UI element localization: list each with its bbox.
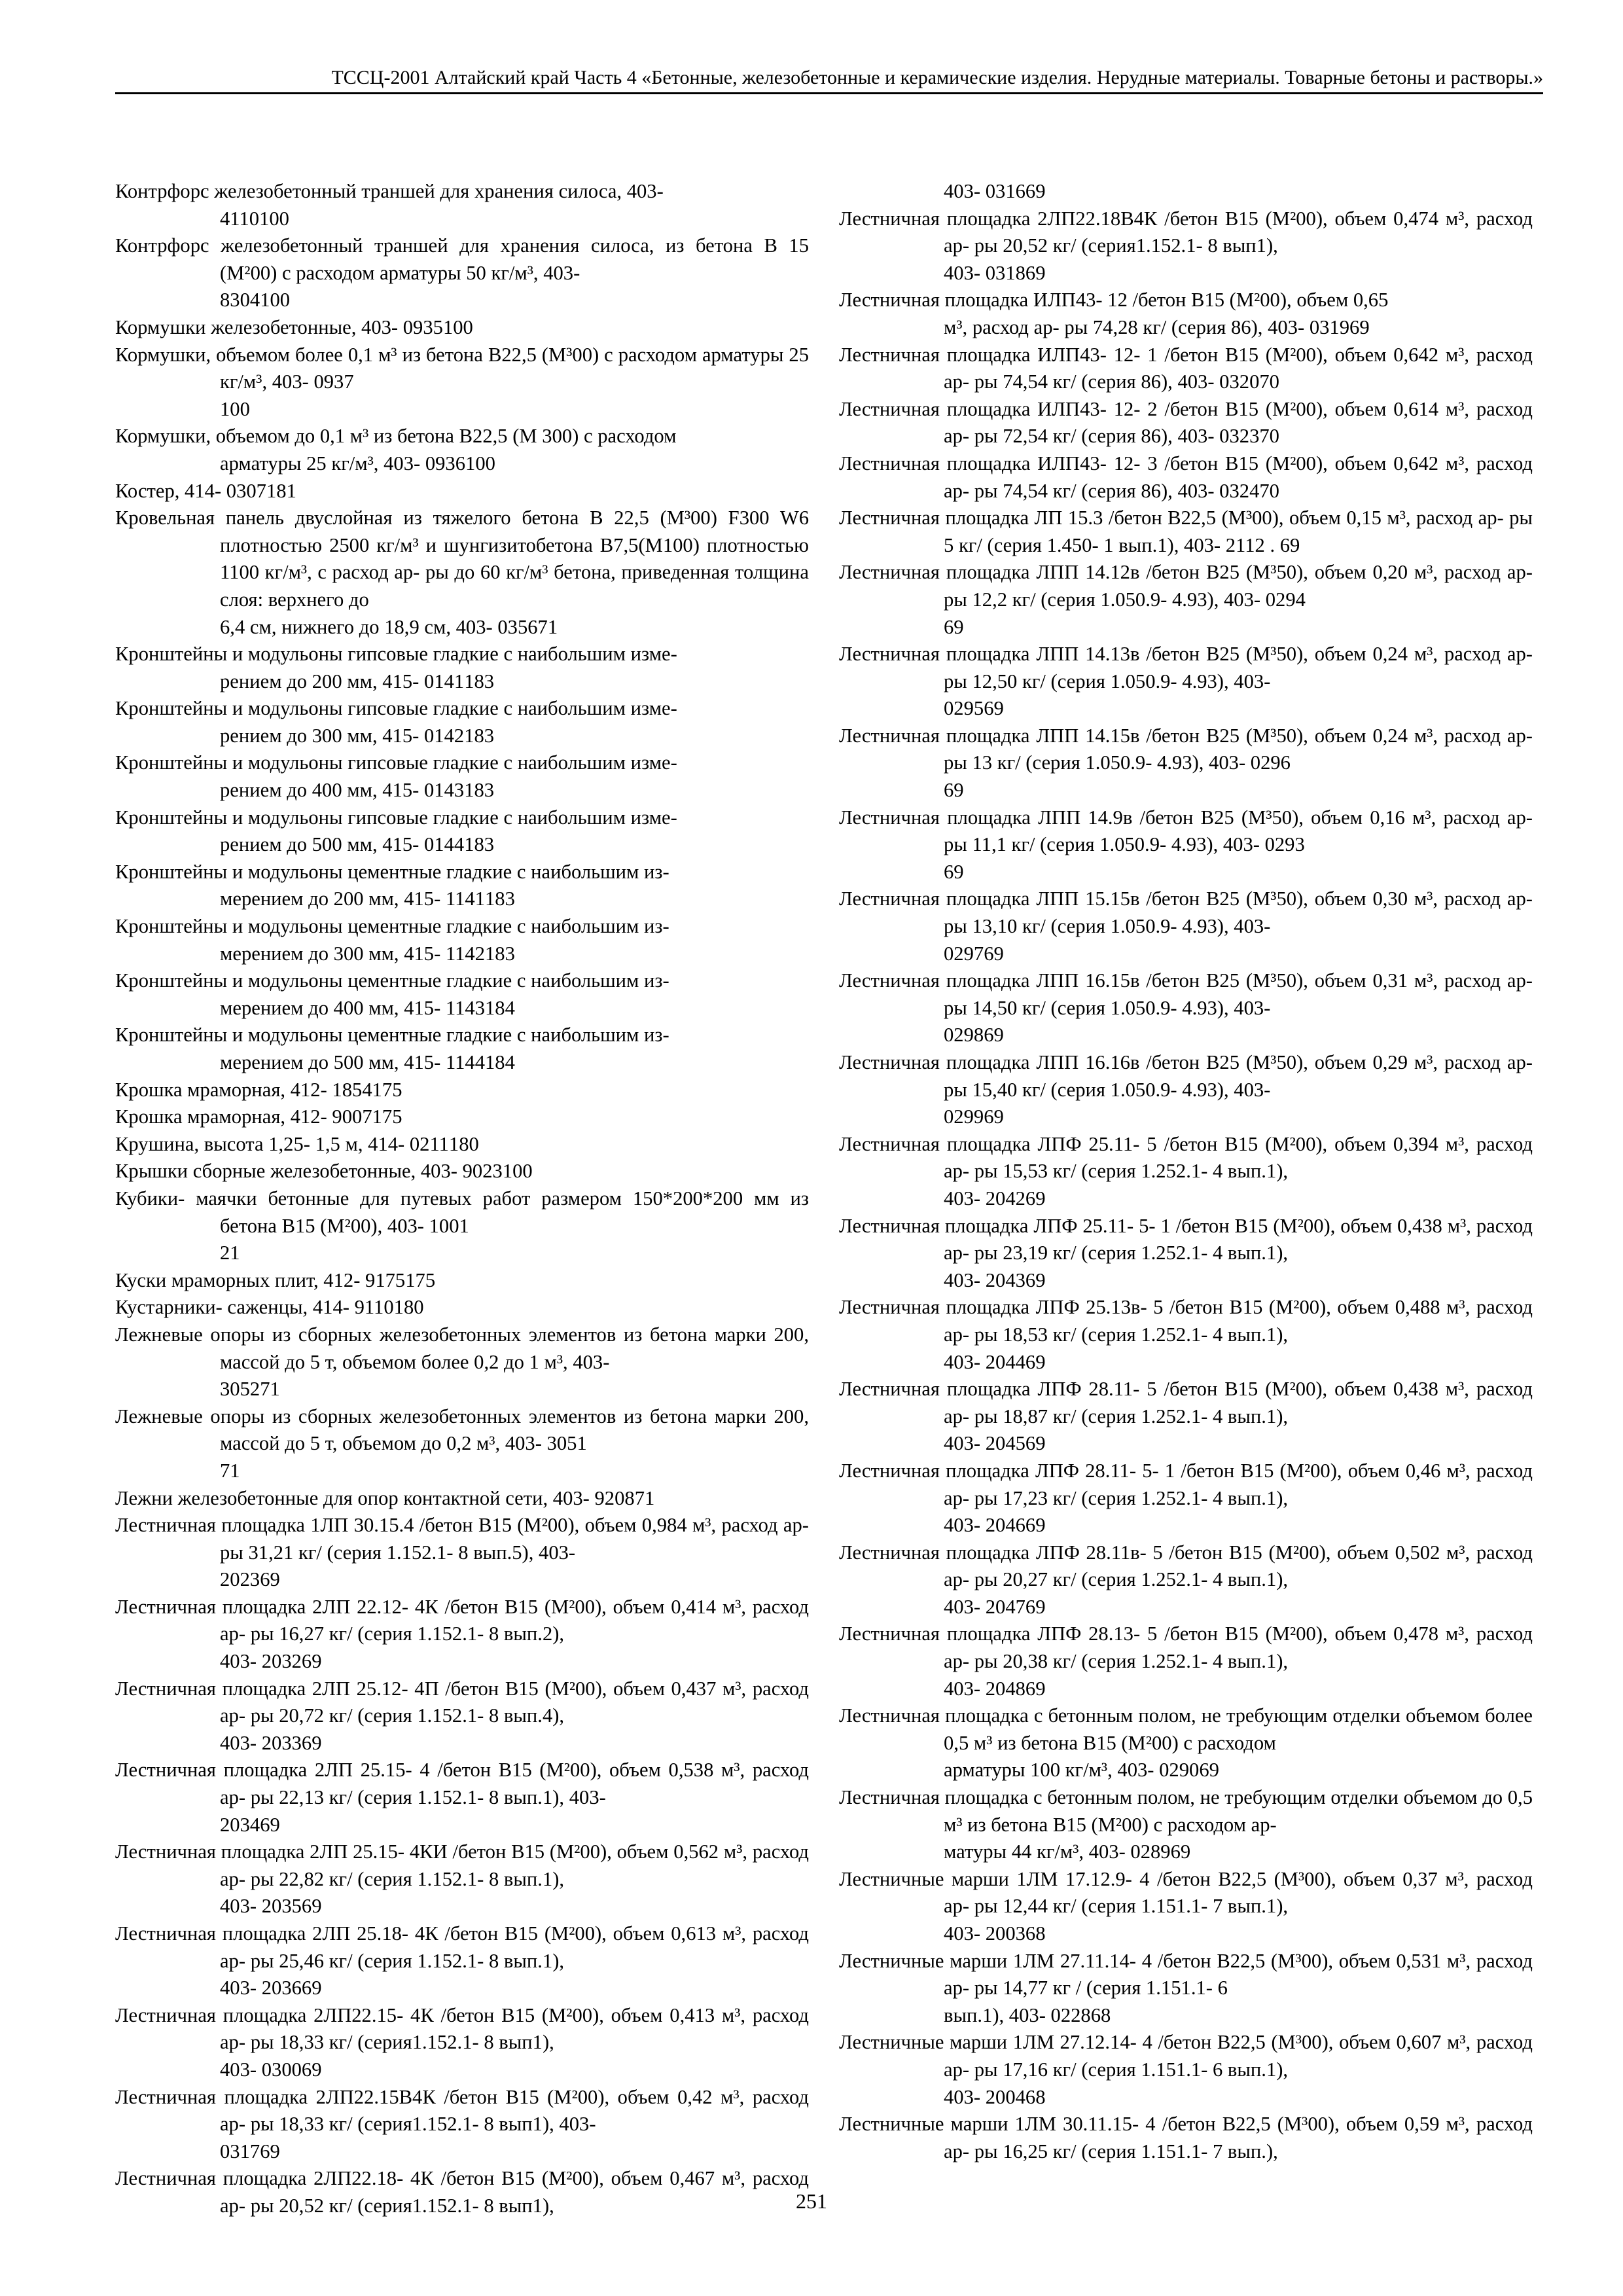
index-entry — [839, 1458, 1533, 1539]
entry-page: 68 — [1025, 1922, 1046, 1945]
index-entry — [839, 2111, 1533, 2165]
index-entry — [839, 396, 1533, 450]
entry-text: Лестничная площадка 2ЛП22.18В4К /бетон В15 (М²00), объем 0,474 м³, расход ар- ры 20,52 кг/ (серия1.152.1- 8 вып1), — [839, 207, 1533, 257]
index-entry — [115, 423, 809, 477]
entry-page: 183 — [464, 670, 495, 692]
entry-page: 69 — [1025, 1350, 1046, 1373]
entry-text: арматуры 100 кг/м³, 403- 0290 — [944, 1759, 1200, 1782]
entry-text: Лестничная площадка 2ЛП22.15В4К /бетон В15 (М²00), объем 0,42 м³, расход ар- ры 18,33 кг/ (серия1.152.1- 8 вып1), 403- — [115, 2085, 809, 2136]
entry-text: рением до 500 мм, 415- 0144 — [220, 833, 465, 856]
entry-line — [839, 1267, 1533, 1295]
entry-text: Кронштейны и модульоны гипсовые гладкие с наибольшим изме- — [115, 751, 677, 774]
entry-page: 69 — [260, 1813, 280, 1836]
entry-text: Лежневые опоры из сборных железобетонных элементов из бетона марки 200, массой до 5 т, объемом до 0,2 м³, 403- 3051 — [115, 1405, 809, 1455]
entry-text: Кронштейны и модульоны цементные гладкие с наибольшим из- — [115, 860, 669, 883]
entry-text: Лестничная площадка ЛПФ 28.13- 5 /бетон В15 (М²00), объем 0,478 м³, расход ар- ры 20,38 кг/ (серия 1.252.1- 4 вып.1), — [839, 1623, 1533, 1673]
entry-text: мерением до 200 мм, 415- 1141 — [220, 888, 485, 910]
entry-page: 69 — [1025, 1432, 1046, 1455]
index-entry — [839, 641, 1533, 723]
entry-line — [115, 1376, 809, 1403]
entry-text: Кормушки, объемом более 0,1 м³ из бетона В22,5 (М³00) с расходом арматуры 25 кг/м³, 403- 0937 — [115, 343, 809, 393]
entry-page: 21 — [220, 1242, 240, 1265]
entry-page: 69 — [984, 1024, 1004, 1047]
index-entry — [839, 505, 1533, 559]
entry-text: Кровельная панель двуслойная из тяжелого бетона В 22,5 (М³00) F300 W6 плотностью 2500 кг/м³ и шунгизитобетона В7,5(М100) плотностью 1100 кг/м³, с расход ар- ры до 60 кг/м³ бетона, приведенная толщина слоя: верхнего до — [115, 507, 809, 611]
entry-text: 403- 2046 — [944, 1514, 1026, 1537]
index-entry — [115, 478, 809, 505]
entry-page: 69 — [984, 942, 1004, 965]
entry-text: Крышки сборные железобетонные, 403- 9023 — [115, 1160, 503, 1183]
entry-text: Лестничные марши 1ЛМ 30.11.15- 4 /бетон В22,5 (М³00), объем 0,59 м³, расход ар- ры 16,25 кг/ (серия 1.151.1- 7 вып.), — [839, 2113, 1533, 2162]
entry-text: Лестничная площадка с бетонным полом, не требующим отделки объемом более 0,5 м³ из бетона В15 (М²00) с расходом — [839, 1704, 1533, 1754]
index-entry — [115, 314, 809, 342]
index-entry — [115, 1158, 809, 1185]
entry-text: Лестничная площадка ЛПФ 25.13в- 5 /бетон В15 (М²00), объем 0,488 м³, расход ар- ры 18,53 кг/ (серия 1.252.1- 4 вып.1), — [839, 1296, 1533, 1346]
entry-page: 69 — [1025, 261, 1046, 284]
index-entry — [115, 232, 809, 314]
page-number: 251 — [796, 2189, 827, 2213]
index-entry — [115, 913, 809, 967]
entry-text: Лестничная площадка ИЛП43- 12- 1 /бетон В15 (М²00), объем 0,642 м³, расход ар- ры 74,54 кг/ (серия 86), 403- 032070 — [839, 343, 1533, 393]
entry-text: Лестничная площадка ЛПФ 28.11- 5 /бетон В15 (М²00), объем 0,438 м³, расход ар- ры 18,87 кг/ (серия 1.252.1- 4 вып.1), — [839, 1378, 1533, 1427]
entry-text: Лестничная площадка ЛПФ 28.11в- 5 /бетон В15 (М²00), объем 0,502 м³, расход ар- ры 20,27 кг/ (серия 1.252.1- 4 вып.1), — [839, 1541, 1533, 1591]
entry-text: арматуры 25 кг/м³, 403- 0936 — [220, 452, 466, 475]
entry-text: матуры 44 кг/м³, 403- 0289 — [944, 1840, 1171, 1863]
index-entry — [839, 1784, 1533, 1866]
index-entry — [839, 559, 1533, 641]
entry-text: Лестничная площадка ИЛП43- 12- 2 /бетон В15 (М²00), объем 0,614 м³, расход ар- ры 72,54 кг/ (серия 86), 403- 032370 — [839, 397, 1533, 448]
entry-line — [115, 1812, 809, 1839]
entry-text: м³, расход ар- ры 74,28 кг/ (серия 86), 403- 0319 — [944, 315, 1350, 338]
entry-page: 69 — [260, 1568, 280, 1591]
entry-text: Лестничная площадка ЛПП 15.15в /бетон В25 (М³50), объем 0,30 м³, расход ар- ры 13,10 кг/ (серия 1.050.9- 4.93), 403- — [839, 888, 1533, 938]
entry-line — [839, 2084, 1533, 2111]
index-entry — [839, 1866, 1533, 1948]
entry-text: Крушина, высота 1,25- 1,5 м, 414- 0211 — [115, 1132, 449, 1155]
entry-text: Лестничная площадка ЛПП 16.15в /бетон В25 (М³50), объем 0,31 м³, расход ар- ры 14,50 кг/ (серия 1.050.9- 4.93), 403- — [839, 969, 1533, 1019]
entry-line — [115, 1294, 809, 1321]
entry-page: 100 — [260, 289, 291, 312]
entry-page: 69 — [944, 779, 964, 802]
entry-page: 71 — [634, 1486, 655, 1509]
entry-text: Контрфорс железобетонный траншей для хранения силоса, 403- — [115, 180, 664, 202]
index-entry — [115, 1757, 809, 1839]
entry-text: Крошка мраморная, 412- 9007 — [115, 1105, 372, 1128]
entry-line — [115, 1158, 809, 1185]
entry-text: 403- 2036 — [220, 1977, 302, 2000]
entry-line — [115, 1566, 809, 1594]
entry-line — [115, 206, 809, 233]
entry-text: 403- 2032 — [220, 1650, 302, 1673]
entry-text: мерением до 300 мм, 415- 1142 — [220, 942, 485, 965]
entry-line — [115, 450, 809, 478]
entry-line — [839, 2002, 1533, 2030]
index-entry — [115, 1594, 809, 1676]
index-entry — [115, 1077, 809, 1104]
entry-page: 183 — [464, 724, 495, 747]
entry-line — [115, 668, 809, 696]
entry-text: Куски мраморных плит, 412- 9175 — [115, 1268, 406, 1291]
entry-text: Лестничная площадка 1ЛП 30.15.4 /бетон В15 (М²00), объем 0,984 м³, расход ар- ры 31,21 кг/ (серия 1.152.1- 8 вып.5), 403- — [115, 1514, 809, 1564]
entry-line — [839, 1757, 1533, 1784]
entry-text: 403- 2004 — [944, 2085, 1026, 2108]
entry-text: 0295 — [944, 697, 984, 720]
entry-page: 100 — [502, 1160, 533, 1183]
header-title: ТССЦ-2001 Алтайский край Часть 4 «Бетонные, железобетонные и керамические изделия. Нерудные материалы. Товарные бетоны и растворы.» — [331, 67, 1543, 88]
index-entry — [115, 1321, 809, 1403]
entry-page: 69 — [1025, 1514, 1046, 1537]
entry-page: 69 — [1025, 180, 1046, 202]
entry-text: Лестничные марши 1ЛМ 17.12.9- 4 /бетон В22,5 (М³00), объем 0,37 м³, расход ар- ры 12,44 кг/ (серия 1.151.1- 7 вып.1), — [839, 1867, 1533, 1918]
entry-page: 71 — [220, 1459, 240, 1482]
entry-text: Лестничная площадка 2ЛП 25.18- 4К /бетон В15 (М²00), объем 0,613 м³, расход ар- ры 25,46 кг/ (серия 1.152.1- 8 вып.1), — [115, 1922, 809, 1972]
entry-text: 403- 0316 — [944, 180, 1026, 202]
entry-text: 403- 0300 — [220, 2058, 302, 2081]
entry-text: Лежни железобетонные для опор контактной сети, 403- 9208 — [115, 1486, 635, 1509]
entry-page: 184 — [485, 996, 515, 1019]
index-entry — [115, 1131, 809, 1158]
entry-page: 180 — [393, 1296, 424, 1319]
entry-line — [839, 178, 1533, 206]
entry-page: 69 — [301, 2058, 322, 2081]
entry-line — [839, 1839, 1533, 1866]
entry-text: Лестничная площадка ЛП 15.3 /бетон В22,5 (М³00), объем 0,15 м³, расход ар- ры 5 кг/ (серия 1.450- 1 вып.1), 403- 2112 . 69 — [839, 507, 1533, 556]
entry-text: 0298 — [944, 1024, 984, 1047]
entry-line — [839, 1512, 1533, 1539]
entry-page: 69 — [1349, 315, 1370, 338]
entry-line — [115, 314, 809, 342]
entry-line — [839, 1349, 1533, 1376]
entry-line — [115, 478, 809, 505]
index-entry — [839, 342, 1533, 396]
entry-page: 69 — [1025, 1595, 1046, 1618]
entry-line — [839, 1594, 1533, 1621]
entry-page: 69 — [301, 1977, 322, 2000]
entry-text: 0297 — [944, 942, 984, 965]
entry-text: Лестничная площадка ЛПФ 25.11- 5 /бетон В15 (М²00), объем 0,394 м³, расход ар- ры 15,53 кг/ (серия 1.252.1- 4 вып.1), — [839, 1132, 1533, 1183]
entry-text: 4110 — [220, 207, 260, 230]
index-entry — [839, 206, 1533, 287]
index-entry — [115, 641, 809, 695]
index-entry — [115, 1485, 809, 1513]
index-entry — [839, 1539, 1533, 1621]
entry-page: 69 — [1170, 1840, 1191, 1863]
entry-page: 184 — [485, 1051, 515, 1073]
entry-line — [115, 1103, 809, 1131]
entry-text: вып.1), 403- 0228 — [944, 2003, 1091, 2026]
index-column-right — [839, 178, 1533, 2165]
entry-line — [115, 614, 809, 641]
index-entry — [839, 1213, 1533, 1295]
entry-text: 403- 2044 — [944, 1350, 1026, 1373]
entry-page: 183 — [485, 942, 515, 965]
entry-text: Лестничная площадка ЛПП 14.13в /бетон В25 (М³50), объем 0,24 м³, расход ар- ры 12,50 кг/ (серия 1.050.9- 4.93), 403- — [839, 643, 1533, 692]
entry-text: Лестничная площадка 2ЛП22.18- 4К /бетон В15 (М²00), объем 0,467 м³, расход ар- ры 20,52 кг/ (серия1.152.1- 8 вып1), — [115, 2167, 809, 2217]
entry-page: 69 — [1025, 1187, 1046, 1210]
index-entry — [115, 1103, 809, 1131]
entry-line — [839, 1676, 1533, 1703]
entry-page: 183 — [464, 779, 495, 802]
entry-text: Лестничная площадка ЛПП 16.16в /бетон В25 (М³50), объем 0,29 м³, расход ар- ры 15,40 кг/ (серия 1.050.9- 4.93), 403- — [839, 1051, 1533, 1101]
entry-page: 71 — [260, 1378, 280, 1401]
entry-text: 3052 — [220, 1378, 260, 1401]
entry-text: 403- 2035 — [220, 1895, 302, 1918]
entry-text: Лестничная площадка 2ЛП 25.12- 4П /бетон В15 (М²00), объем 0,437 м³, расход ар- ры 20,72 кг/ (серия 1.152.1- 8 вып.4), — [115, 1677, 809, 1727]
entry-text: 2034 — [220, 1813, 260, 1836]
entry-text: Кронштейны и модульоны цементные гладкие с наибольшим из- — [115, 915, 669, 938]
entry-page: 69 — [301, 1731, 322, 1754]
index-entry — [839, 1376, 1533, 1458]
entry-line — [115, 1485, 809, 1513]
entry-page: 175 — [405, 1268, 436, 1291]
entry-text: Кубики- маячки бетонные для путевых работ размером 150*200*200 мм из бетона В15 (М²00), 403- 1001 — [115, 1187, 809, 1237]
entry-line — [115, 1730, 809, 1757]
entry-text: 403- 2048 — [944, 1677, 1026, 1700]
entry-line — [839, 1022, 1533, 1049]
entry-page: 69 — [944, 860, 964, 883]
entry-text: рением до 400 мм, 415- 0143 — [220, 779, 465, 802]
index-entry — [839, 1702, 1533, 1784]
entry-line — [115, 777, 809, 804]
entry-text: Кронштейны и модульоны цементные гладкие с наибольшим из- — [115, 1024, 669, 1047]
entry-text: Кустарники- саженцы, 414- 9110 — [115, 1296, 394, 1319]
entry-page: 175 — [372, 1078, 402, 1101]
entry-line — [839, 1920, 1533, 1948]
index-entry — [115, 1676, 809, 1757]
entry-line — [115, 1049, 809, 1077]
entry-text: мерением до 500 мм, 415- 1144 — [220, 1051, 485, 1073]
index-entry — [115, 1403, 809, 1485]
entry-line — [839, 1103, 1533, 1131]
entry-text: Лестничная площадка 2ЛП 25.15- 4КИ /бетон В15 (М²00), объем 0,562 м³, расход ар- ры 22,82 кг/ (серия 1.152.1- 8 вып.1), — [115, 1840, 809, 1890]
index-entry — [115, 1022, 809, 1076]
entry-text: Кронштейны и модульоны гипсовые гладкие с наибольшим изме- — [115, 697, 677, 720]
entry-page: 100 — [442, 315, 473, 338]
entry-line — [115, 1648, 809, 1676]
entry-line — [115, 1893, 809, 1920]
entry-line — [115, 1077, 809, 1104]
entry-line — [115, 287, 809, 314]
entry-text: 8304 — [220, 289, 260, 312]
entry-page: 183 — [464, 833, 495, 856]
entry-line — [115, 1267, 809, 1295]
entry-text: Кронштейны и модульоны цементные гладкие с наибольшим из- — [115, 969, 669, 992]
entry-page: 69 — [984, 1105, 1004, 1128]
index-entry — [839, 967, 1533, 1049]
entry-text: Лестничная площадка ЛПФ 28.11- 5- 1 /бетон В15 (М²00), объем 0,46 м³, расход ар- ры 17,23 кг/ (серия 1.252.1- 4 вып.1), — [839, 1459, 1533, 1509]
entry-page: 183 — [485, 888, 515, 910]
index-entry — [839, 886, 1533, 967]
entry-text: 403- 0318 — [944, 261, 1026, 284]
entry-line — [115, 2056, 809, 2084]
entry-text: Костер, 414- 0307 — [115, 479, 266, 502]
entry-line — [115, 2138, 809, 2166]
index-entry — [115, 859, 809, 913]
entry-page: 181 — [266, 479, 296, 502]
entry-text: Лестничная площадка ЛПФ 25.11- 5- 1 /бетон В15 (М²00), объем 0,438 м³, расход ар- ры 23,19 кг/ (серия 1.252.1- 4 вып.1), — [839, 1214, 1533, 1265]
entry-page: 180 — [448, 1132, 479, 1155]
entry-text: 403- 2003 — [944, 1922, 1026, 1945]
entry-line — [115, 396, 809, 423]
entry-text: Лестничная площадка ЛПП 14.9в /бетон В25 (М³50), объем 0,16 м³, расход ар- ры 11,1 кг/ (серия 1.050.9- 4.93), 403- 0293 — [839, 806, 1533, 856]
index-entry — [115, 178, 809, 232]
entry-text: 403- 2047 — [944, 1595, 1026, 1618]
entry-page: 69 — [301, 1650, 322, 1673]
index-entry — [839, 1621, 1533, 1702]
index-entry — [839, 178, 1533, 206]
entry-page: 69 — [260, 2140, 280, 2162]
index-entry — [115, 1920, 809, 2002]
entry-page: 68 — [1090, 2003, 1111, 2026]
index-entry — [839, 1049, 1533, 1131]
index-entry — [839, 1948, 1533, 2030]
entry-page: 71 — [537, 615, 558, 638]
index-entry — [839, 450, 1533, 505]
entry-text: Кронштейны и модульоны гипсовые гладкие с наибольшим изме- — [115, 806, 677, 829]
entry-text: Контрфорс железобетонный траншей для хранения силоса, из бетона В 15 (М²00) с расходом арматуры 50 кг/м³, 403- — [115, 234, 809, 284]
index-entry — [839, 804, 1533, 886]
entry-text: Лестничная площадка 2ЛП 22.12- 4К /бетон В15 (М²00), объем 0,414 м³, расход ар- ры 16,27 кг/ (серия 1.152.1- 8 вып.2), — [115, 1595, 809, 1645]
index-entry — [115, 1294, 809, 1321]
index-entry — [115, 2084, 809, 2166]
index-entry — [115, 1267, 809, 1295]
index-entry — [839, 2029, 1533, 2111]
entry-text: Лестничная площадка ИЛП43- 12 /бетон В15 (М²00), объем 0,65 — [839, 289, 1389, 312]
entry-text: 403- 2042 — [944, 1187, 1026, 1210]
entry-text: Крошка мраморная, 412- 1854 — [115, 1078, 372, 1101]
entry-line — [839, 695, 1533, 723]
entry-text: Кормушки, объемом до 0,1 м³ из бетона В22,5 (М 300) с расходом — [115, 425, 677, 448]
entry-text: Лестничная площадка ЛПП 14.12в /бетон В25 (М³50), объем 0,20 м³, расход ар- ры 12,2 кг/ (серия 1.050.9- 4.93), 403- 0294 — [839, 561, 1533, 611]
entry-text: Лестничные марши 1ЛМ 27.12.14- 4 /бетон В22,5 (М³00), объем 0,607 м³, расход ар- ры 17,16 кг/ (серия 1.151.1- 6 вып.1), — [839, 2031, 1533, 2081]
entry-text: 0317 — [220, 2140, 260, 2162]
entry-text: Лестничная площадка с бетонным полом, не требующим отделки объемом до 0,5 м³ из бетона В15 (М²00) с расходом ар- — [839, 1786, 1533, 1836]
entry-line — [839, 941, 1533, 968]
entry-text: Кормушки железобетонные, 403- 0935 — [115, 315, 443, 338]
index-entry — [115, 967, 809, 1022]
entry-page: 69 — [1199, 1759, 1219, 1782]
entry-page: 69 — [1025, 1677, 1046, 1700]
entry-text: мерением до 400 мм, 415- 1143 — [220, 996, 485, 1019]
entry-page: 100 — [259, 207, 289, 230]
entry-line — [115, 831, 809, 859]
entry-text: Лестничная площадка 2ЛП 25.15- 4 /бетон В15 (М²00), объем 0,538 м³, расход ар- ры 22,13 кг/ (серия 1.152.1- 8 вып.1), 403- — [115, 1759, 809, 1809]
entry-text: Лежневые опоры из сборных железобетонных элементов из бетона марки 200, массой до 5 т, объемом более 0,2 до 1 м³, 403- — [115, 1323, 809, 1373]
entry-page: 69 — [1025, 1268, 1046, 1291]
entry-text: Лестничная площадка ИЛП43- 12- 3 /бетон В15 (М²00), объем 0,642 м³, расход ар- ры 74,54 кг/ (серия 86), 403- 032470 — [839, 452, 1533, 502]
entry-line — [115, 941, 809, 968]
index-entry — [115, 1185, 809, 1267]
index-entry — [115, 749, 809, 804]
entry-page: 69 — [944, 615, 964, 638]
entry-line — [839, 314, 1533, 342]
entry-text: Кронштейны и модульоны гипсовые гладкие с наибольшим изме- — [115, 643, 677, 666]
entry-line — [115, 723, 809, 750]
page-header — [115, 65, 1543, 94]
entry-page: 175 — [372, 1105, 402, 1128]
entry-page: 69 — [984, 697, 1004, 720]
entry-line — [115, 1975, 809, 2002]
entry-line — [839, 260, 1533, 287]
index-entry — [115, 1512, 809, 1594]
entry-text: рением до 200 мм, 415- 0141 — [220, 670, 465, 692]
entry-page: 69 — [301, 1895, 322, 1918]
entry-text: 403- 2043 — [944, 1268, 1026, 1291]
entry-text: Лестничная площадка 2ЛП22.15- 4К /бетон В15 (М²00), объем 0,413 м³, расход ар- ры 18,33 кг/ (серия1.152.1- 8 вып1), — [115, 2003, 809, 2054]
entry-page: 68 — [1025, 2085, 1046, 2108]
index-column-left — [115, 178, 809, 2220]
entry-line — [115, 886, 809, 913]
entry-text: Лестничные марши 1ЛМ 27.11.14- 4 /бетон В22,5 (М³00), объем 0,531 м³, расход ар- ры 14,77 кг / (серия 1.151.1- 6 — [839, 1949, 1533, 2000]
entry-line — [839, 1185, 1533, 1213]
entry-line — [115, 995, 809, 1022]
entry-text: 0299 — [944, 1105, 984, 1128]
entry-text: 6,4 см, нижнего до 18,9 см, 403- 0356 — [220, 615, 538, 638]
index-entry — [115, 1839, 809, 1920]
index-entry — [839, 1294, 1533, 1376]
entry-text: 403- 2033 — [220, 1731, 302, 1754]
index-entry — [839, 287, 1533, 341]
entry-page: 100 — [220, 397, 250, 420]
index-entry — [115, 695, 809, 749]
index-entry — [115, 505, 809, 641]
index-entry — [115, 2002, 809, 2084]
entry-text: 2023 — [220, 1568, 260, 1591]
entry-text: рением до 300 мм, 415- 0142 — [220, 724, 465, 747]
entry-page: 100 — [465, 452, 495, 475]
index-entry — [115, 342, 809, 423]
entry-text: Лестничная площадка ЛПП 14.15в /бетон В25 (М³50), объем 0,24 м³, расход ар- ры 13 кг/ (серия 1.050.9- 4.93), 403- 0296 — [839, 724, 1533, 774]
index-entry — [115, 804, 809, 859]
entry-text: 403- 2045 — [944, 1432, 1026, 1455]
index-entry — [839, 1131, 1533, 1213]
entry-line — [115, 1131, 809, 1158]
index-entry — [839, 723, 1533, 804]
entry-line — [839, 1430, 1533, 1458]
